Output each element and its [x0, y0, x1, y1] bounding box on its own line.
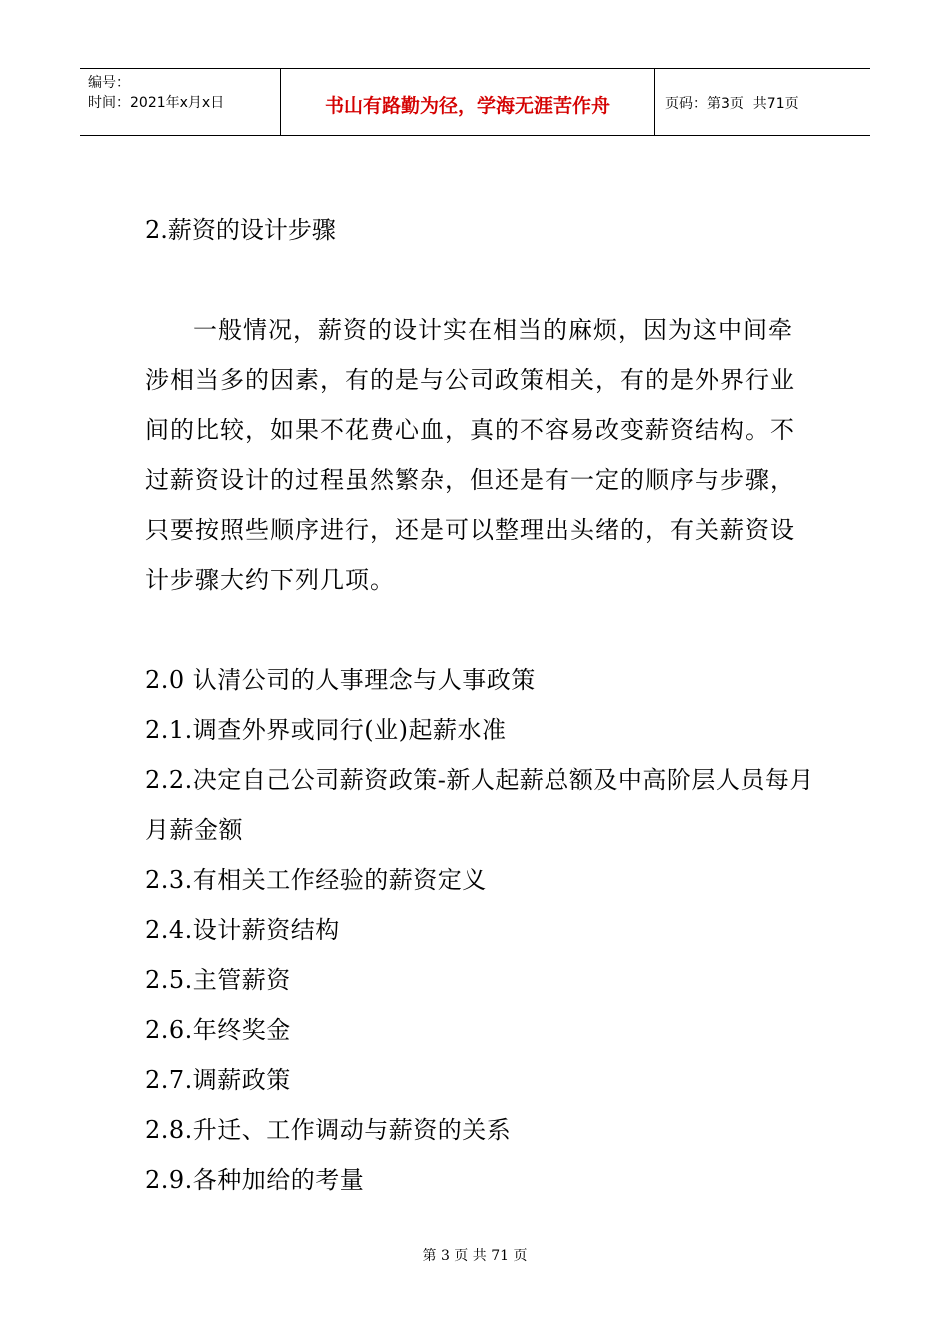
steps-list	[145, 655, 815, 1205]
list-item: 2.1.调查外界或同行(业)起薪水准	[145, 716, 507, 744]
list-item: 2.4.设计薪资结构	[145, 916, 340, 944]
header-page-label: 页码：第3页 共71页	[665, 96, 799, 112]
list-item: 2.2.决定自己公司薪资政策-新人起薪总额及中高阶层人员每月月薪金额	[145, 766, 814, 844]
page-footer: 第 3 页 共 71 页	[422, 1248, 528, 1264]
header-page-info	[655, 69, 870, 135]
document-time-label: 时间：2021年x月x日	[88, 95, 225, 111]
list-item: 2.9.各种加给的考量	[145, 1166, 365, 1194]
header-meta	[80, 69, 281, 135]
list-item: 2.3.有相关工作经验的薪资定义	[145, 866, 487, 894]
section-title: 2.薪资的设计步骤	[145, 216, 336, 244]
header-motto: 书山有路勤为径，学海无涯苦作舟	[281, 69, 655, 135]
document-number-label: 编号：	[88, 75, 130, 91]
list-item: 2.5.主管薪资	[145, 966, 291, 994]
page-header	[80, 68, 870, 136]
intro-paragraph: 一般情况，薪资的设计实在相当的麻烦，因为这中间牵涉相当多的因素，有的是与公司政策相关，有的是外界行业间的比较，如果不花费心血，真的不容易改变薪资结构。不过薪资设计的过程虽然繁杂，但还是有一定的顺序与步骤，只要按照些顺序进行，还是可以整理出头绪的，有关薪资设计步骤大约下列几项。	[145, 316, 795, 594]
list-item: 2.8.升迁、工作调动与薪资的关系	[145, 1116, 512, 1144]
document-body	[145, 205, 815, 1205]
list-item: 2.6.年终奖金	[145, 1016, 291, 1044]
list-item: 2.0 认清公司的人事理念与人事政策	[145, 666, 536, 694]
list-item: 2.7.调薪政策	[145, 1066, 291, 1094]
